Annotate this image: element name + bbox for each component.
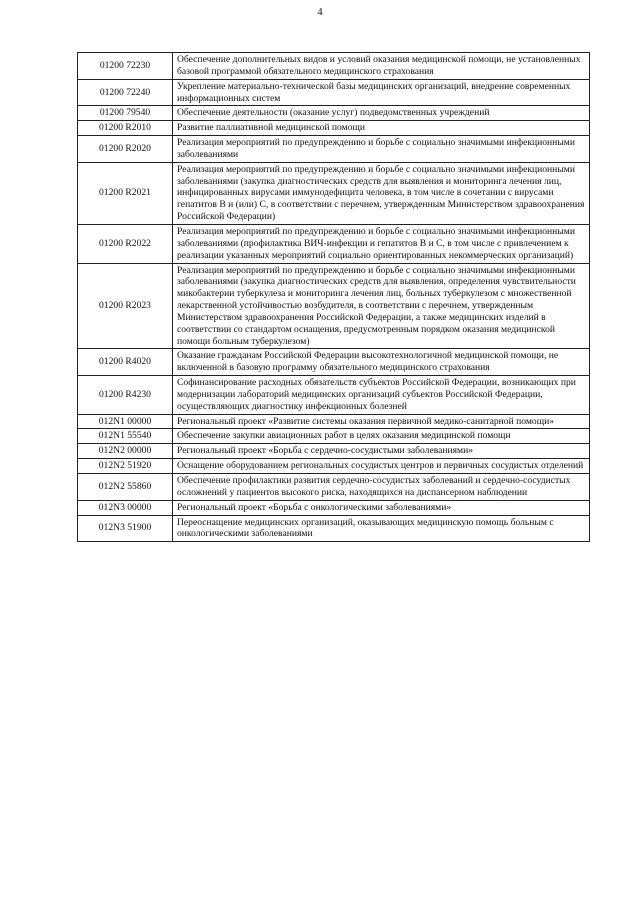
description-cell: Переоснащение медицинских организаций, оказывающих медицинскую помощь больным с онкологическими заболеваниями (173, 515, 590, 542)
description-cell: Реализация мероприятий по предупреждению и борьбе с социально значимыми инфекционными заболеваниями (закупка диагностических средств для выявления, определения чувствительности микобактерии туберкулеза и мониторинга лечения лиц, больных туберкулезом с множественной лекарственной устойчивостью возбудителя, в соответствии с перечнем, утвержденным Министерством здравоохранения Российской Федерации, а также медицинских изделий в соответствии со стандартом оснащения, предусмотренным порядком оказания медицинской помощи больным туберкулезом) (173, 263, 590, 349)
description-cell: Реализация мероприятий по предупреждению и борьбе с социально значимыми инфекционными заболеваниями (профилактика ВИЧ-инфекции и гепатитов В и С, в том числе с привлечением к реализации указанных мероприятий социально ориентированных некоммерческих организаций) (173, 224, 590, 263)
description-cell: Укрепление материально-технической базы медицинских организаций, внедрение современных информационных систем (173, 79, 590, 106)
table-row (78, 106, 590, 121)
table-row (78, 79, 590, 106)
description-cell: Оказание гражданам Российской Федерации высокотехнологичной медицинской помощи, не включенной в базовую программу обязательного медицинского страхования (173, 349, 590, 376)
table-row (78, 53, 590, 80)
table-row (78, 414, 590, 429)
table-row (78, 349, 590, 376)
table-row (78, 376, 590, 415)
budget-code-table (77, 52, 590, 542)
table-row (78, 459, 590, 474)
table-row (78, 263, 590, 349)
table-row (78, 121, 590, 136)
table-row (78, 444, 590, 459)
description-cell: Реализация мероприятий по предупреждению и борьбе с социально значимыми инфекционными заболеваниями (закупка диагностических средств для выявления и мониторинга лечения лиц, инфицированных вирусами иммунодефицита человека, в том числе в сочетании с вирусами гепатитов В и (или) С, в соответствии с перечнем, утвержденным Министерством здравоохранения Российской Федерации) (173, 162, 590, 224)
description-cell: Развитие паллиативной медицинской помощи (173, 121, 590, 136)
code-cell: 012N1 00000 (78, 414, 173, 429)
description-cell: Обеспечение деятельности (оказание услуг) подведомственных учреждений (173, 106, 590, 121)
description-cell: Софинансирование расходных обязательств субъектов Российской Федерации, возникающих при модернизации лабораторий медицинских организаций субъектов Российской Федерации, осуществляющих диагностику инфекционных болезней (173, 376, 590, 415)
description-cell: Региональный проект «Развитие системы оказания первичной медико-санитарной помощи» (173, 414, 590, 429)
code-cell: 012N3 00000 (78, 500, 173, 515)
description-cell: Обеспечение профилактики развития сердечно-сосудистых заболеваний и сердечно-сосудистых осложнений у пациентов высокого риска, находящихся на диспансерном наблюдении (173, 474, 590, 501)
table-row (78, 162, 590, 224)
table-row (78, 474, 590, 501)
code-cell: 01200 R2020 (78, 136, 173, 163)
code-cell: 012N2 51920 (78, 459, 173, 474)
description-cell: Оснащение оборудованием региональных сосудистых центров и первичных сосудистых отделений (173, 459, 590, 474)
table-row (78, 136, 590, 163)
code-cell: 01200 R2010 (78, 121, 173, 136)
table-body (78, 53, 590, 542)
table-row (78, 500, 590, 515)
code-cell: 01200 R4020 (78, 349, 173, 376)
code-cell: 01200 R2023 (78, 263, 173, 349)
table-row (78, 515, 590, 542)
page-number: 4 (317, 7, 323, 18)
table-row (78, 429, 590, 444)
table-row (78, 224, 590, 263)
code-cell: 012N1 55540 (78, 429, 173, 444)
code-cell: 012N3 51900 (78, 515, 173, 542)
code-cell: 012N2 00000 (78, 444, 173, 459)
code-cell: 01200 79540 (78, 106, 173, 121)
code-cell: 01200 72230 (78, 53, 173, 80)
code-cell: 01200 72240 (78, 79, 173, 106)
code-cell: 012N2 55860 (78, 474, 173, 501)
description-cell: Обеспечение закупки авиационных работ в целях оказания медицинской помощи (173, 429, 590, 444)
code-cell: 01200 R2022 (78, 224, 173, 263)
code-cell: 01200 R4230 (78, 376, 173, 415)
description-cell: Региональный проект «Борьба с сердечно-сосудистыми заболеваниями» (173, 444, 590, 459)
description-cell: Региональный проект «Борьба с онкологическими заболеваниями» (173, 500, 590, 515)
description-cell: Обеспечение дополнительных видов и условий оказания медицинской помощи, не установленных базовой программой обязательного медицинского страхования (173, 53, 590, 80)
code-cell: 01200 R2021 (78, 162, 173, 224)
description-cell: Реализация мероприятий по предупреждению и борьбе с социально значимыми инфекционными заболеваниями (173, 136, 590, 163)
